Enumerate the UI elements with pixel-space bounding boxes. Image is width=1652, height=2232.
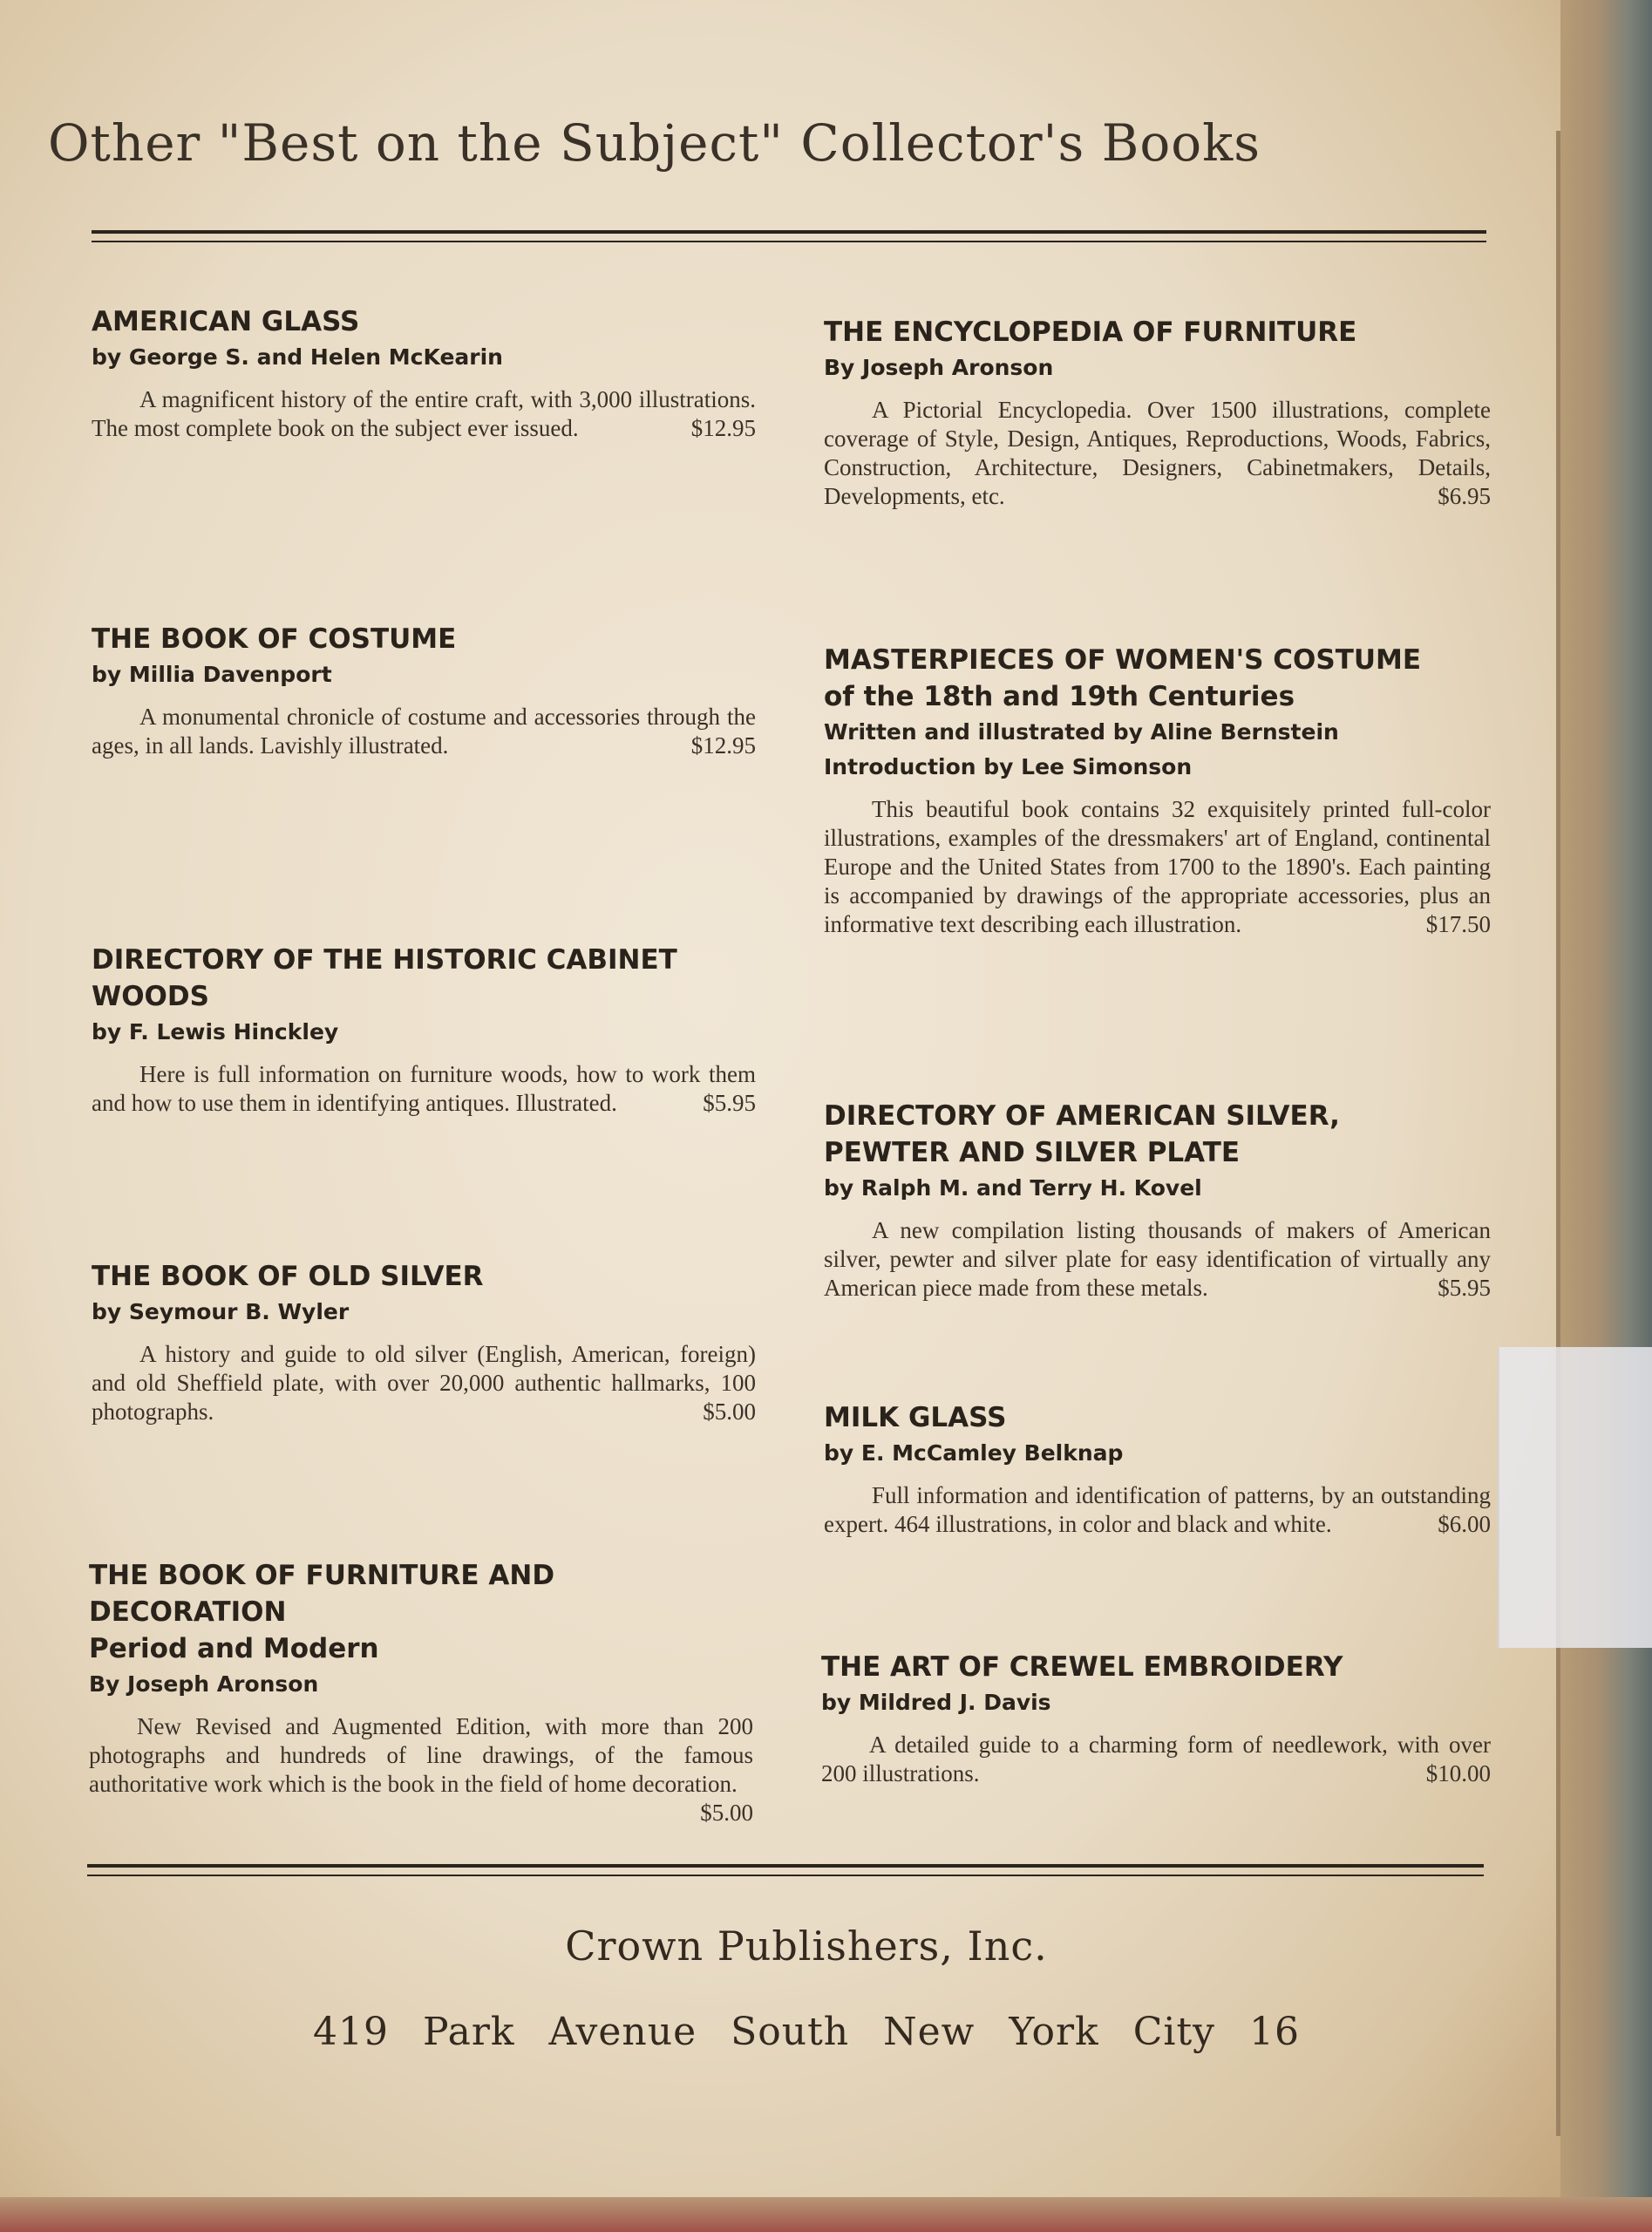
book-title: THE BOOK OF FURNITURE AND DECORATION [89, 1560, 555, 1628]
book-price: $6.00 [1438, 1511, 1491, 1537]
book-price: $5.00 [703, 1398, 756, 1425]
book-author: by Millia Davenport [92, 662, 332, 687]
book-author: By Joseph Aronson [89, 1671, 319, 1697]
book-author: by Seymour B. Wyler [92, 1299, 350, 1324]
book-price: $5.95 [1438, 1275, 1491, 1301]
book-entry-encyclopedia-furniture [824, 314, 1491, 511]
bottom-divider [87, 1864, 1484, 1876]
headline: Other "Best on the Subject" Collector's Books [48, 113, 1261, 173]
book-title: DIRECTORY OF AMERICAN SILVER, [824, 1100, 1340, 1132]
top-divider [92, 230, 1486, 242]
book-price: $5.00 [700, 1800, 753, 1826]
book-author: by George S. and Helen McKearin [92, 344, 503, 370]
book-author: Written and illustrated by Aline Bernstein [824, 719, 1339, 745]
book-description: A history and guide to old silver (English, American, foreign) and old Sheffield plate, with over 20,000 authentic hallmarks, 100 photographs. $5.00 [92, 1341, 756, 1425]
book-author: by Ralph M. and Terry H. Kovel [824, 1175, 1202, 1201]
book-title: THE ENCYCLOPEDIA OF FURNITURE [824, 316, 1357, 348]
book-title: MASTERPIECES OF WOMEN'S COSTUME [824, 644, 1422, 676]
book-title: MILK GLASS [824, 1402, 1007, 1433]
book-description: Here is full information on furniture woods, how to work them and how to use them in identifying antiques. Illustrated. $5.95 [92, 1061, 756, 1116]
book-author: By Joseph Aronson [824, 355, 1054, 380]
book-price: $5.95 [703, 1090, 756, 1116]
book-title: THE BOOK OF COSTUME [92, 623, 457, 655]
book-entry-old-silver [92, 1258, 756, 1426]
book-description: A magnificent history of the entire craft, with 3,000 illustrations. The most complete book on the subject ever issued. $12.95 [92, 386, 756, 441]
book-price: $12.95 [690, 732, 756, 759]
book-description: A monumental chronicle of costume and accessories through the ages, in all lands. Lavishly illustrated. $12.95 [92, 704, 756, 759]
book-author: by E. McCamley Belknap [824, 1440, 1124, 1466]
book-subtitle: PEWTER AND SILVER PLATE [824, 1137, 1241, 1168]
book-entry-book-of-costume [92, 621, 756, 760]
book-description: A new compilation listing thousands of makers of American silver, pewter and silver plate for easy identification of virtually any American piece made from these metals. $5.95 [824, 1217, 1491, 1301]
book-description: A detailed guide to a charming form of needlework, with over 200 illustrations. $10.00 [821, 1732, 1491, 1786]
book-description: Full information and identification of patterns, by an outstanding expert. 464 illustrations, in color and black and white. $6.00 [824, 1482, 1491, 1537]
book-introduction: Introduction by Lee Simonson [824, 754, 1193, 779]
book-subtitle: Period and Modern [89, 1633, 379, 1664]
book-title: THE BOOK OF OLD SILVER [92, 1261, 484, 1292]
street-address: 419 Park Avenue South [313, 2010, 850, 2054]
book-entry-furniture-decoration [89, 1557, 753, 1827]
book-description: This beautiful book contains 32 exquisitely printed full-color illustrations, examples of the dressmakers' art of England, continental Europe and the United States from 1700 to the 1890's. Each painting is accompanied by drawings of the appropriate accessories, plus an informative text describing each illustration. $17.50 [824, 796, 1491, 937]
book-subtitle: of the 18th and 19th Centuries [824, 681, 1295, 712]
book-author: by F. Lewis Hinckley [92, 1019, 339, 1045]
bottom-edge [0, 2197, 1652, 2232]
book-price: $10.00 [1425, 1760, 1491, 1786]
book-entry-womens-costume [824, 642, 1491, 939]
book-description: New Revised and Augmented Edition, with more than 200 photographs and hundreds of line drawings, of the famous authoritative work which is the book in the field of home decoration. $5.00 [89, 1713, 753, 1826]
book-author: by Mildred J. Davis [821, 1690, 1051, 1715]
book-price: $12.95 [690, 415, 756, 441]
book-price: $17.50 [1425, 911, 1491, 937]
book-price: $6.95 [1438, 483, 1491, 509]
publisher-address [0, 2010, 1613, 2054]
book-entry-american-silver [824, 1098, 1491, 1303]
book-title: DIRECTORY OF THE HISTORIC CABINET WOODS [92, 944, 677, 1012]
book-title: THE ART OF CREWEL EMBROIDERY [821, 1651, 1343, 1683]
book-entry-crewel-embroidery [821, 1649, 1491, 1788]
book-title: AMERICAN GLASS [92, 306, 360, 337]
book-description: A Pictorial Encyclopedia. Over 1500 illustrations, complete coverage of Style, Design, Antiques, Reproductions, Woods, Fabrics, Construction, Architecture, Designers, Cabinetmakers, Details, Developments, etc. $6.95 [824, 397, 1491, 509]
book-entry-cabinet-woods [92, 942, 756, 1118]
book-entry-american-glass [92, 303, 756, 443]
publisher-name: Crown Publishers, Inc. [565, 1922, 1048, 1970]
tape-patch [1498, 1347, 1652, 1648]
book-spine [1560, 0, 1652, 2232]
book-entry-milk-glass [824, 1399, 1491, 1539]
city: New York City 16 [883, 2010, 1300, 2054]
